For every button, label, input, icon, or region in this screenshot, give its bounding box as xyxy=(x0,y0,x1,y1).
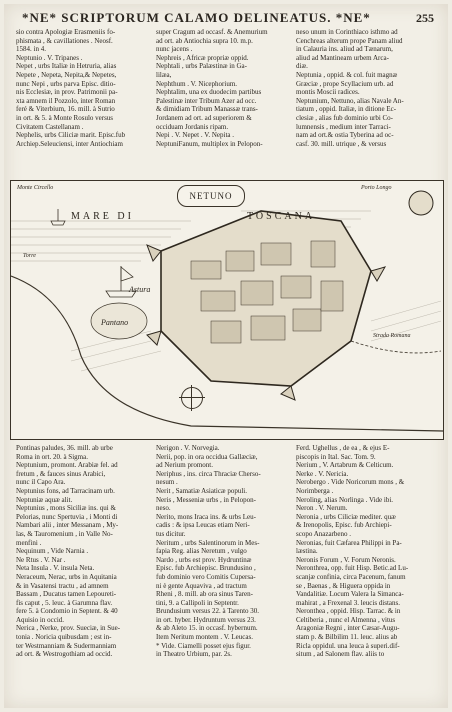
roman-road xyxy=(351,341,441,353)
text-line: Neptuniæ aquæ alit. xyxy=(16,495,73,504)
text-line: Cenchreas alterum prope Panam aliud xyxy=(296,36,403,45)
text-line: & ab Aleto 15. in occasf. hybernum. xyxy=(156,624,258,633)
text-line: 1584. in 4. xyxy=(16,45,46,54)
city-map-engraving xyxy=(10,180,444,440)
text-line: Nerigon . V. Norvegia. xyxy=(156,444,220,452)
text-line: in ort. hyber. Hydruntum versus 23. xyxy=(156,615,256,624)
text-line: Ricla oppidul. una leuca à superi.dif- xyxy=(296,641,400,650)
text-column-4 xyxy=(16,444,134,659)
text-line: fapia Reg. alias Neretum , vulgo xyxy=(156,547,247,556)
text-line: tonia . Noricia quibusdam ; est in- xyxy=(16,633,112,642)
text-line: Rheni , 8. mill. ab ora sinus Taren- xyxy=(156,590,253,599)
text-line: situm , ad Salonem flav. aliis to xyxy=(296,650,385,659)
text-line: mahirat , a Frexenal 3. leucis distans. xyxy=(296,598,400,607)
text-line: Celtiberia , nunc el Almenna , vitus xyxy=(296,615,396,624)
text-line: las, & Tauromenium , in Valle No- xyxy=(16,529,113,538)
text-line: scanjæ confinia, circa Pacenum, fanum xyxy=(296,572,406,581)
text-line: NeptuniFanum, multiplex in Pelopon- xyxy=(156,139,263,148)
text-line: Nardo , urbs est prov. Hydruntinæ xyxy=(156,555,252,564)
text-line: Neptunia , oppid. & col. fuit magnæ xyxy=(296,70,398,79)
text-line: Nephtali , urbs Palæstinæ in Ga- xyxy=(156,62,247,71)
text-line: Nerobergo . Vide Noricorum mons , & xyxy=(296,478,405,487)
text-line: feré & Viterbium, 16. mill. à Sutrio xyxy=(16,105,115,114)
text-line: Pontinas paludes, 36. mill. ab urbe xyxy=(16,444,113,452)
text-line: Neroling, alias Norlinga . Vide ibi. xyxy=(296,495,394,504)
text-line: Palestinæ inter Tribum Azer ad occ. xyxy=(156,96,257,105)
text-line: Neron . V. Nerum. xyxy=(296,504,348,513)
text-line: Civitatem Castellanam . xyxy=(16,122,84,131)
region-label: TOSCANA xyxy=(247,211,316,222)
text-line: Roma in ort. 20. à Sigma. xyxy=(16,452,88,461)
text-line: læstina. xyxy=(296,547,318,556)
torre-label: Torre xyxy=(23,253,36,259)
text-line: Neronthrea, opp. fuit Hisp. Betic.ad Lu- xyxy=(296,564,409,573)
text-line: Item Neritum montem . V. Leucas. xyxy=(156,633,253,642)
text-line: & dimidiam Tribum Manassæ trans- xyxy=(156,105,258,114)
text-line: Neronthea , oppid. Hisp. Tarrac. & in xyxy=(296,607,401,616)
text-line: Nepi . V. Nepet . V. Nepita . xyxy=(156,131,235,140)
text-line: aliud ad Mantineam urbem Arca- xyxy=(296,53,389,62)
text-line: xta amnem il Pozzolo, inter Roman xyxy=(16,96,116,105)
text-line: Brundusium versus 22. à Tarento 30. xyxy=(156,607,260,616)
text-line: Ferd. Ughellus , de ea , & ejus E- xyxy=(296,444,390,452)
text-line: neso. xyxy=(156,504,171,513)
text-line: ter Westmanniam & Sudermanniam xyxy=(16,641,117,650)
text-line: Neronias, fuit Cæfarea Philippi in Pa- xyxy=(296,538,402,547)
text-line: Nerii, pop. in ora occidua Gallæciæ, xyxy=(156,452,258,461)
text-line: piscopis in Ital. Sac. Tom. 9. xyxy=(296,452,376,461)
text-column-1 xyxy=(16,28,134,148)
text-line: in ort. & 5. à Monte Rosulo versus xyxy=(16,113,114,122)
text-line: in Calauria ins. aliud ad Tænarum, xyxy=(296,45,393,54)
text-line: Nerito, mons Iraca ins. & urbs Leu- xyxy=(156,512,256,521)
coat-of-arms xyxy=(409,191,433,215)
astura-label: Astura xyxy=(129,285,151,294)
text-line: in Theatro Urbium, par. 2s. xyxy=(156,650,232,659)
text-line: Nambari alii , inter Messanam , My- xyxy=(16,521,119,530)
text-line: nunc jacens . xyxy=(156,45,193,54)
text-line: menfini . xyxy=(16,538,42,547)
text-line: super Cragum ad occasf. & Anemurium xyxy=(156,28,268,36)
text-line: Vandalitiæ. Locum Valera la Simanca- xyxy=(296,590,404,599)
text-line: ad ort. & Westrogothiam ad occid. xyxy=(16,650,113,659)
text-line: lilæa, xyxy=(156,70,172,79)
text-line: nunc Nepi , urbs parva Episc. ditio- xyxy=(16,79,116,88)
text-line: Nephthum . V. Nicephorium. xyxy=(156,79,238,88)
text-line: fub dominio vero Comitis Cupersa- xyxy=(156,572,256,581)
text-line: Neraceum, Nerac, urbs in Aquitania xyxy=(16,572,117,581)
text-line: nunc il Capo Ara. xyxy=(16,478,66,487)
text-line: neso unum in Corinthiaco isthmo ad xyxy=(296,28,398,36)
text-column-5 xyxy=(156,444,274,659)
text-line: tini, 9. a Callipoli in Septentr. xyxy=(156,598,239,607)
top-text-columns xyxy=(16,28,436,178)
text-line: Nerit , Samatiæ Asiaticæ populi. xyxy=(156,486,247,495)
text-line: Neta Insula . V. insula Neta. xyxy=(16,564,95,573)
page-number: 255 xyxy=(416,11,434,25)
text-line: Nequinum , Vide Narnia . xyxy=(16,547,89,556)
text-line: Neptunius fons, ad Tarracinam urb. xyxy=(16,486,115,495)
text-column-3 xyxy=(296,28,414,148)
text-line: Nephreis , Africæ propriæ oppid. xyxy=(156,53,249,62)
corner-label-right: Porto Longo xyxy=(361,185,392,191)
text-line: se , Baenas , & Higuera oppida in xyxy=(296,581,391,590)
text-line: Nepet , urbs Italiæ in Hetruria, alias xyxy=(16,62,117,71)
map-title-cartouche: NETUNO xyxy=(177,185,245,207)
text-line: Neronia , urbs Ciliciæ mediter. quæ xyxy=(296,512,396,521)
text-line: occiduam Jordanis ripam. xyxy=(156,122,229,131)
compass-rose xyxy=(181,387,203,409)
text-line: nesum . xyxy=(156,478,178,487)
text-line: Archiep.Seleuciensi, inter Antiochiam xyxy=(16,139,123,148)
text-line: casf. 30. mill. utrique , & versus xyxy=(296,139,387,148)
text-line: Nepete , Nepeta, Nepita,& Nepetes, xyxy=(16,70,117,79)
text-line: ad Nerium promont. xyxy=(156,461,213,470)
text-line: fis caput , 5. leuc. à Garumna flav. xyxy=(16,598,113,607)
text-line: Aragoniæ Regni , inter Cæsar-Augu- xyxy=(296,624,400,633)
text-line: fere 5. à Condomio in Septent. & 40 xyxy=(16,607,118,616)
text-line: scopo Anazarbeno . xyxy=(296,529,352,538)
text-line: Nerica , Nerke, prov. Sueciæ, in Sue- xyxy=(16,624,121,633)
text-line: Neris , Messeniæ urbs , in Pelopon- xyxy=(156,495,256,504)
text-line: ni è gente Aquaviva , ad tractum xyxy=(156,581,247,590)
corner-label-left: Monte Circello xyxy=(17,185,54,191)
text-column-2 xyxy=(156,28,274,148)
text-line: Neptunium, Nettuno, alias Navale An- xyxy=(296,96,404,105)
text-line: Nephtalim, una ex duodecim partibus xyxy=(156,88,262,97)
text-line: Bassam , Ducatus tamen Lepoureti- xyxy=(16,590,117,599)
text-line: ad ort. ab Antiochia supra 10. m.p. xyxy=(156,36,253,45)
text-line: Neptunius , mons Siciliæ ins. qui & xyxy=(16,504,116,513)
text-line: Neriphus , ins. circa Thraciæ Cherso- xyxy=(156,469,261,478)
text-line: & Irenopolis, Episc. fub Archiepi- xyxy=(296,521,392,530)
text-line: tiatum , oppid. Italiæ, in ditione Ec- xyxy=(296,105,397,114)
text-line: Neritum , urbs Salentinorum in Mes- xyxy=(156,538,260,547)
text-line: Aquisio in occid. xyxy=(16,615,65,624)
page-header xyxy=(14,10,438,26)
text-line: Nephelis, urbs Ciliciæ marit. Episc.fub xyxy=(16,131,126,140)
text-line: cadis : & ipsa Leucas etiam Neri- xyxy=(156,521,250,530)
book-page xyxy=(4,4,448,708)
text-line: & in Vasatensi tractu , ad amnem xyxy=(16,581,109,590)
text-line: Nerke . V. Nericia. xyxy=(296,469,349,478)
text-line: clesiæ , alias fub dominio urbi Co- xyxy=(296,113,394,122)
text-line: Neptunio . V. Tripanes . xyxy=(16,53,83,62)
text-line: Jordanem ad ort. ad superiorem & xyxy=(156,113,252,122)
pantano-label: Pantano xyxy=(101,318,129,327)
text-line: stam p. & Bilbilim 11. leuc. alius ab xyxy=(296,633,398,642)
strada-label: Strada Romana xyxy=(373,333,411,339)
text-line: Neronis Forum , V. Forum Neronis. xyxy=(296,555,396,564)
text-line: Nerium , V. Artabrum & Celticum. xyxy=(296,461,394,470)
text-line: lumnensis , medium inter Tarraci- xyxy=(296,122,391,131)
text-line: Ne Rtus . V. Nar . xyxy=(16,555,66,564)
text-line: fretum , & fauces sinus Arabici, xyxy=(16,469,106,478)
running-title: *NE* SCRIPTORUM CALAMO DELINEATUS. *NE* xyxy=(22,10,371,25)
text-line: montis Moscii radices. xyxy=(296,88,360,97)
text-line: tus dicitur. xyxy=(156,529,186,538)
text-line: Episc. fub Archiepisc. Brundusino , xyxy=(156,564,256,573)
text-column-6 xyxy=(296,444,414,659)
text-line: phismata , & cavillationes . Neosf. xyxy=(16,36,113,45)
text-line: diæ. xyxy=(296,62,308,71)
text-line: sio contra Apologiæ Erasmeniis fo- xyxy=(16,28,116,36)
bottom-text-columns xyxy=(16,444,436,699)
text-line: Græciæ , prope Scyllacium urb. ad xyxy=(296,79,394,88)
text-line: * Vide. Ciamelli posset ejus figur. xyxy=(156,641,251,650)
text-line: Pelorias, nunc Spertuvia , i Monti di xyxy=(16,512,118,521)
text-line: nam ad ort.& ostia Tyberina ad oc- xyxy=(296,131,394,140)
text-line: Norimberga . xyxy=(296,486,334,495)
text-line: nis Ecclesiæ, in prov. Patrimonii pa- xyxy=(16,88,118,97)
text-line: Neptunium, promont. Arabiæ fel. ad xyxy=(16,461,118,470)
sea-label: MARE DI xyxy=(71,211,134,222)
